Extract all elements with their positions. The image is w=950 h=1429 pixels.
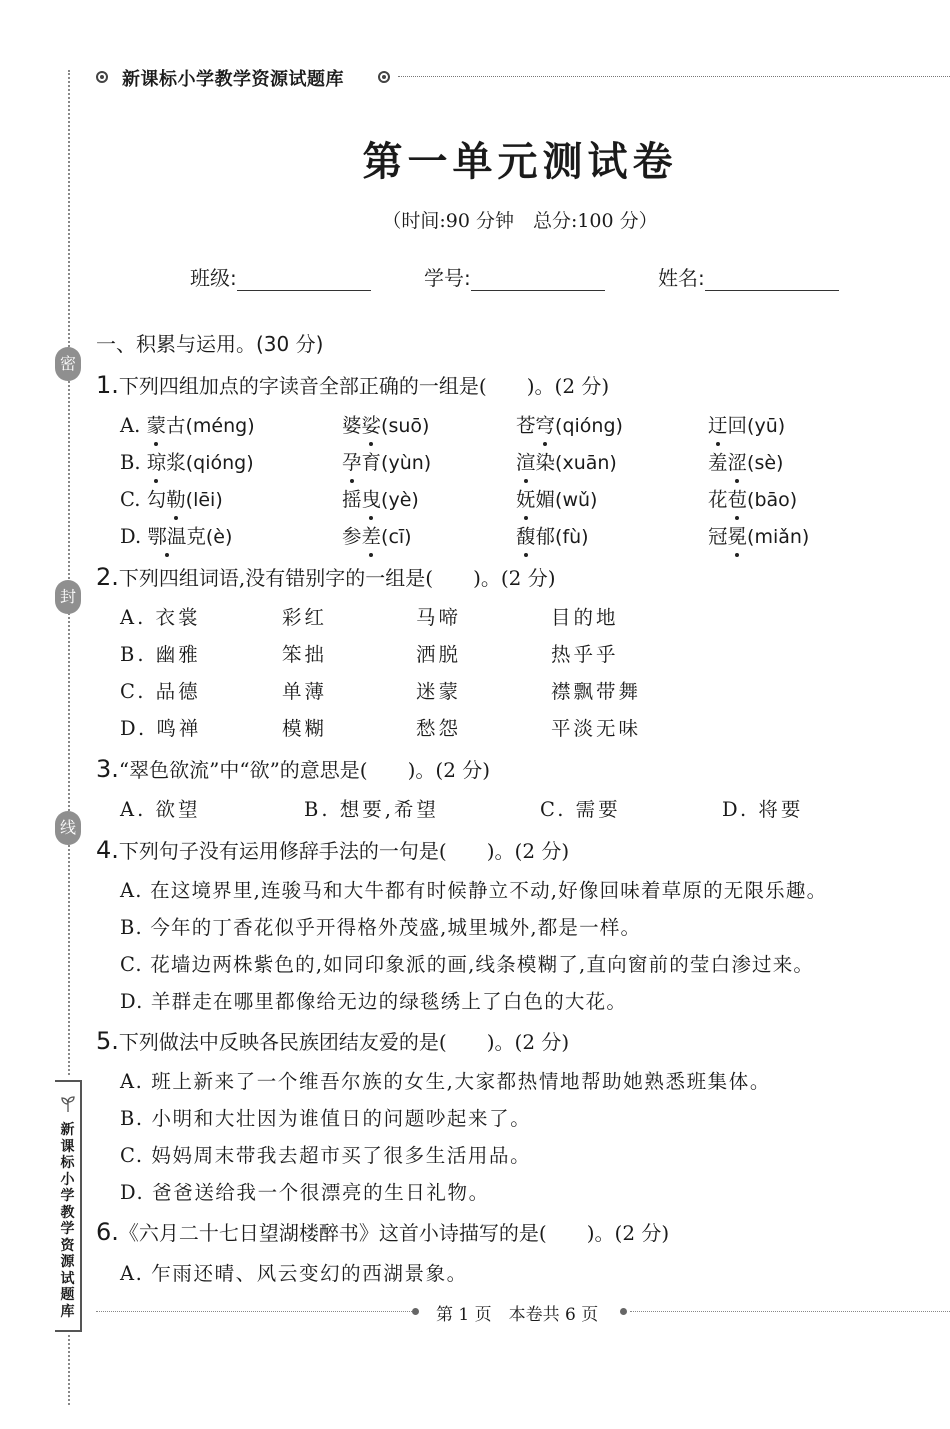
q4-option-b[interactable]: B. 今年的丁香花似乎开得格外茂盛,城里城外,都是一样。	[120, 916, 642, 939]
question-number: 6.	[96, 1218, 119, 1246]
question-text: 下列四组加点的字读音全部正确的一组是( )。(2 分)	[118, 374, 610, 398]
vertical-brand-text: 新课标小学教学资源试题库	[60, 1122, 75, 1320]
question-number: 1.	[96, 371, 119, 399]
question-1	[96, 370, 609, 399]
seal-mi: 密	[55, 347, 81, 381]
sprout-icon	[55, 1096, 80, 1116]
section-heading: 一、积累与运用。(30 分)	[96, 332, 324, 356]
exam-subtitle: （时间:90 分钟 总分:100 分）	[382, 210, 658, 232]
question-text: 下列做法中反映各民族团结友爱的是( )。(2 分)	[118, 1030, 570, 1054]
q6-option-a[interactable]: A. 乍雨还晴、风云变幻的西湖景象。	[120, 1262, 468, 1285]
q3-option-c[interactable]: C. 需要	[540, 798, 621, 821]
header-dotted-rule	[398, 76, 950, 77]
question-6	[96, 1217, 669, 1246]
q5-option-d[interactable]: D. 爸爸送给我一个很漂亮的生日礼物。	[120, 1181, 490, 1204]
page-number: 第 1 页 本卷共 6 页	[436, 1305, 599, 1325]
question-text: “翠色欲流”中“欲”的意思是( )。(2 分)	[118, 758, 491, 782]
question-number: 5.	[96, 1027, 119, 1055]
number-field[interactable]	[424, 262, 605, 291]
circle-dot-icon	[96, 71, 108, 83]
q5-option-a[interactable]: A. 班上新来了一个维吾尔族的女生,大家都热情地帮助她熟悉班集体。	[120, 1070, 771, 1093]
name-blank[interactable]	[705, 268, 839, 291]
question-5	[96, 1026, 569, 1055]
seal-feng: 封	[55, 580, 81, 614]
name-field[interactable]	[658, 262, 839, 291]
question-4	[96, 835, 569, 864]
number-label: 学号:	[424, 266, 471, 290]
dot-icon	[620, 1308, 627, 1315]
binding-dotted-line	[68, 1335, 70, 1405]
class-blank[interactable]	[237, 268, 371, 291]
class-field[interactable]	[190, 262, 371, 291]
question-number: 3.	[96, 755, 119, 783]
q5-option-b[interactable]: B. 小明和大壮因为谁值日的问题吵起来了。	[120, 1107, 532, 1130]
question-number: 4.	[96, 836, 119, 864]
q3-option-d[interactable]: D. 将要	[722, 798, 804, 821]
page-footer	[96, 1300, 950, 1324]
page-title: 第一单元测试卷	[362, 138, 678, 185]
q5-option-c[interactable]: C. 妈妈周末带我去超市买了很多生活用品。	[120, 1144, 532, 1167]
page-header	[96, 64, 950, 92]
q3-option-a[interactable]: A. 欲望	[120, 798, 201, 821]
q3-option-b[interactable]: B. 想要,希望	[304, 798, 439, 821]
seal-xian: 线	[55, 811, 81, 845]
q4-option-a[interactable]: A. 在这境界里,连骏马和大牛都有时候静立不动,好像回味着草原的无限乐趣。	[120, 879, 828, 902]
name-label: 姓名:	[658, 266, 705, 290]
number-blank[interactable]	[471, 268, 605, 291]
q4-option-d[interactable]: D. 羊群走在哪里都像给无边的绿毯绣上了白色的大花。	[120, 990, 628, 1013]
dot-icon	[412, 1308, 419, 1315]
footer-dotted-rule	[630, 1311, 950, 1312]
q4-option-c[interactable]: C. 花墙边两株紫色的,如同印象派的画,线条模糊了,直向窗前的莹白渗过来。	[120, 953, 815, 976]
footer-dotted-rule	[96, 1311, 416, 1312]
question-2	[96, 562, 556, 591]
question-text: 下列句子没有运用修辞手法的一句是( )。(2 分)	[118, 839, 570, 863]
circle-dot-icon	[378, 71, 390, 83]
vertical-brand-box	[55, 1080, 82, 1332]
question-text: 《六月二十七日望湖楼醉书》这首小诗描写的是( )。(2 分)	[118, 1221, 670, 1245]
header-brand: 新课标小学教学资源试题库	[122, 69, 344, 90]
question-3	[96, 754, 490, 783]
question-text: 下列四组词语,没有错别字的一组是( )。(2 分)	[118, 566, 556, 590]
class-label: 班级:	[190, 266, 237, 290]
question-number: 2.	[96, 563, 119, 591]
